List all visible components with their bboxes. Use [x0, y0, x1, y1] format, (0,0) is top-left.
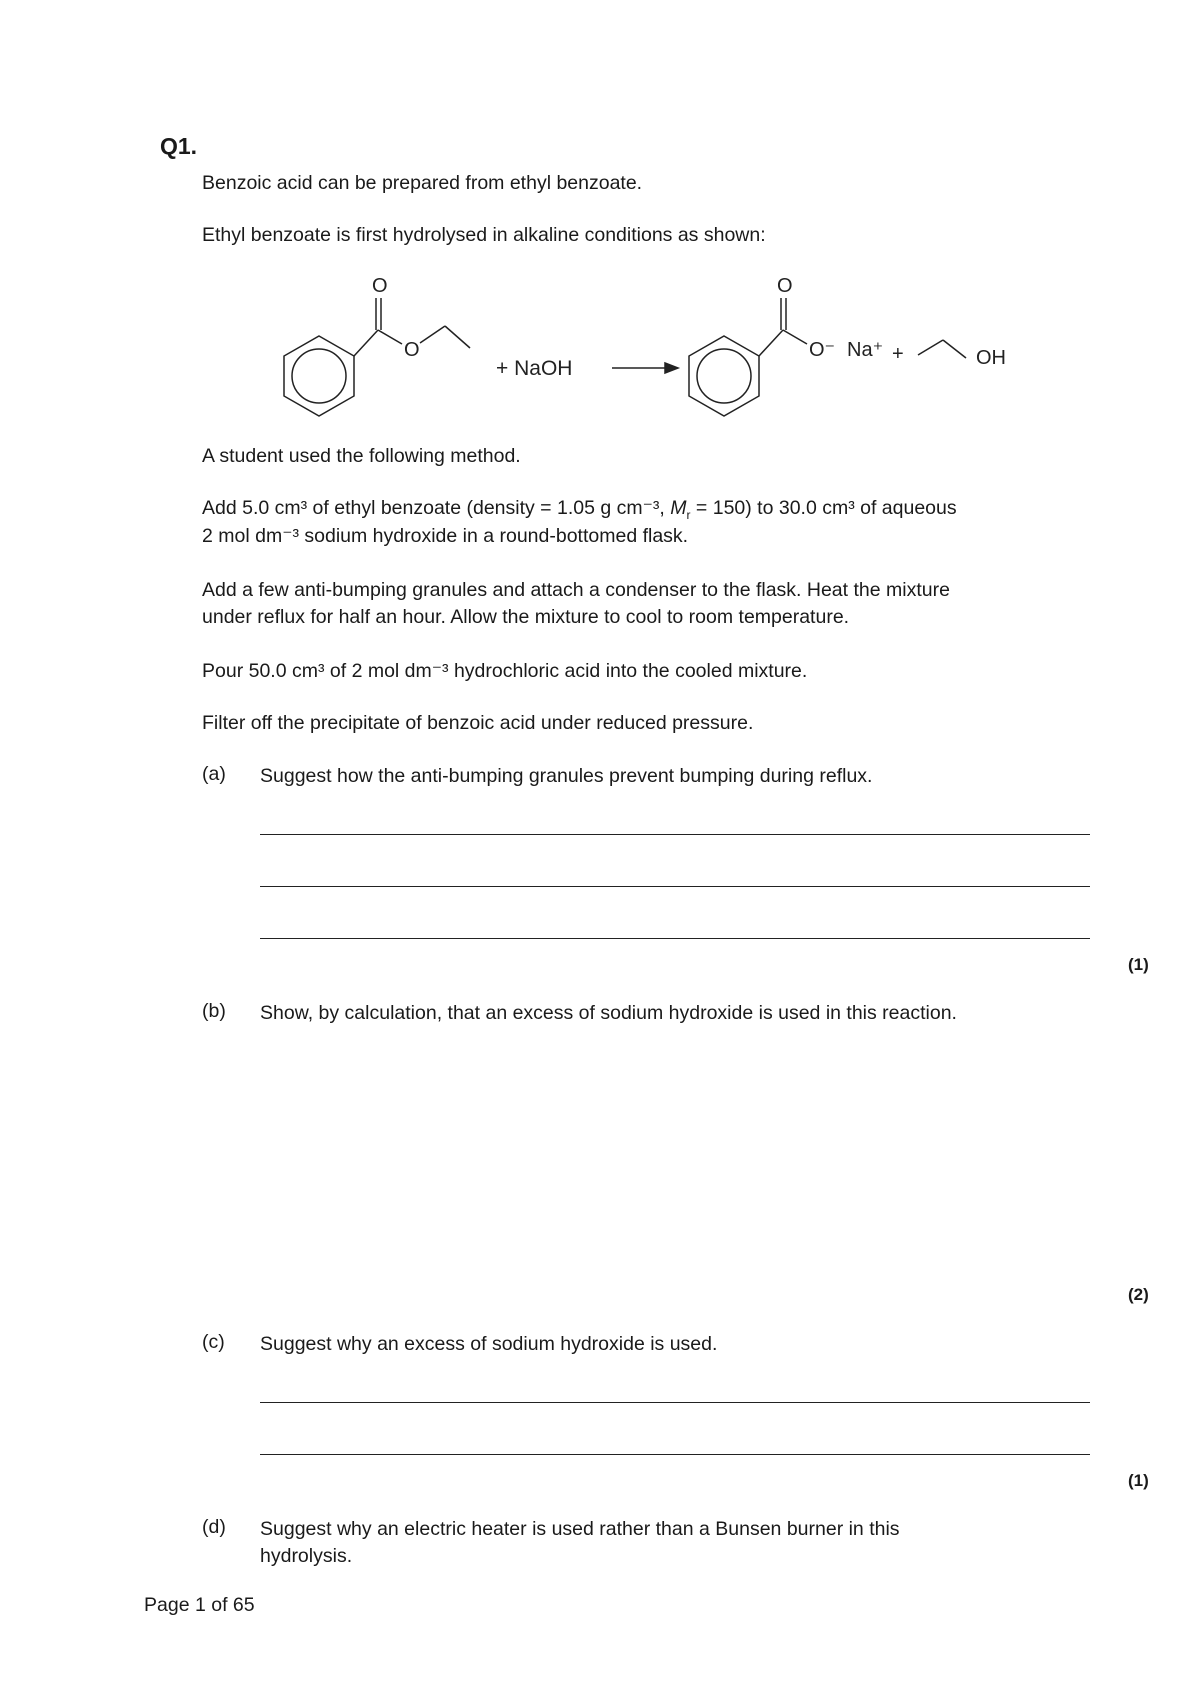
method-step-1-line-2: 2 mol dm⁻³ sodium hydroxide in a round-bottomed flask.	[202, 525, 689, 547]
part-c-question: Suggest why an excess of sodium hydroxide is used.	[260, 1333, 718, 1355]
answer-line[interactable]	[260, 886, 1090, 887]
part-c-label: (c)	[202, 1331, 225, 1353]
carboxylate-oxygen: O⁻	[809, 339, 836, 361]
part-a-label: (a)	[202, 763, 226, 785]
method-step-1: Add 5.0 cm³ of ethyl benzoate (density = 1.05 g cm⁻³, $M_r = 150$) to 30.0 cm³ of aqueous	[202, 497, 957, 522]
method-step-3: Pour 50.0 cm³ of 2 mol dm⁻³ hydrochloric acid into the cooled mixture.	[202, 660, 808, 682]
intro-text: Benzoic acid can be prepared from ethyl benzoate.	[202, 172, 643, 194]
part-d-question: Suggest why an electric heater is used rather than a Bunsen burner in this	[260, 1518, 900, 1540]
method-step-2-line-2: under reflux for half an hour. Allow the mixture to cool to room temperature.	[202, 606, 850, 628]
method-step-4: Filter off the precipitate of benzoic acid under reduced pressure.	[202, 712, 754, 734]
answer-line[interactable]	[260, 834, 1090, 835]
answer-line[interactable]	[260, 938, 1090, 939]
ester-oxygen: O	[404, 339, 420, 361]
page-number: Page 1 of 65	[144, 1594, 255, 1616]
plus-naoh: + NaOH	[496, 357, 573, 380]
method-step-2: Add a few anti-bumping granules and attach a condenser to the flask. Heat the mixture	[202, 579, 950, 601]
intro-text-2: Ethyl benzoate is first hydrolysed in alkaline conditions as shown:	[202, 224, 766, 246]
answer-line[interactable]	[260, 1454, 1090, 1455]
carbonyl-oxygen-right: O	[777, 275, 793, 297]
benzene-ring-right	[689, 336, 759, 416]
question-number: Q1.	[160, 133, 198, 159]
carbonyl-oxygen-left: O	[372, 275, 388, 297]
marks-b: (2)	[1128, 1285, 1149, 1304]
part-b-question: Show, by calculation, that an excess of sodium hydroxide is used in this reaction.	[260, 1002, 957, 1024]
marks-a: (1)	[1128, 955, 1149, 974]
part-b-label: (b)	[202, 1000, 226, 1022]
benzene-ring-left	[284, 336, 354, 416]
answer-line[interactable]	[260, 1402, 1090, 1403]
part-d-label: (d)	[202, 1516, 226, 1538]
part-d-question-line-2: hydrolysis.	[260, 1545, 353, 1567]
aromatic-circle-left	[292, 349, 346, 403]
part-a-question: Suggest how the anti-bumping granules prevent bumping during reflux.	[260, 765, 873, 787]
aromatic-circle-right	[697, 349, 751, 403]
hydroxyl-group: OH	[976, 347, 1006, 369]
plus-sign: +	[892, 343, 904, 365]
sodium-ion: Na⁺	[847, 339, 884, 361]
working-area[interactable]	[260, 1040, 1090, 1270]
reaction-equation-diagram	[270, 268, 1040, 418]
marks-c: (1)	[1128, 1471, 1149, 1490]
method-intro: A student used the following method.	[202, 445, 521, 467]
